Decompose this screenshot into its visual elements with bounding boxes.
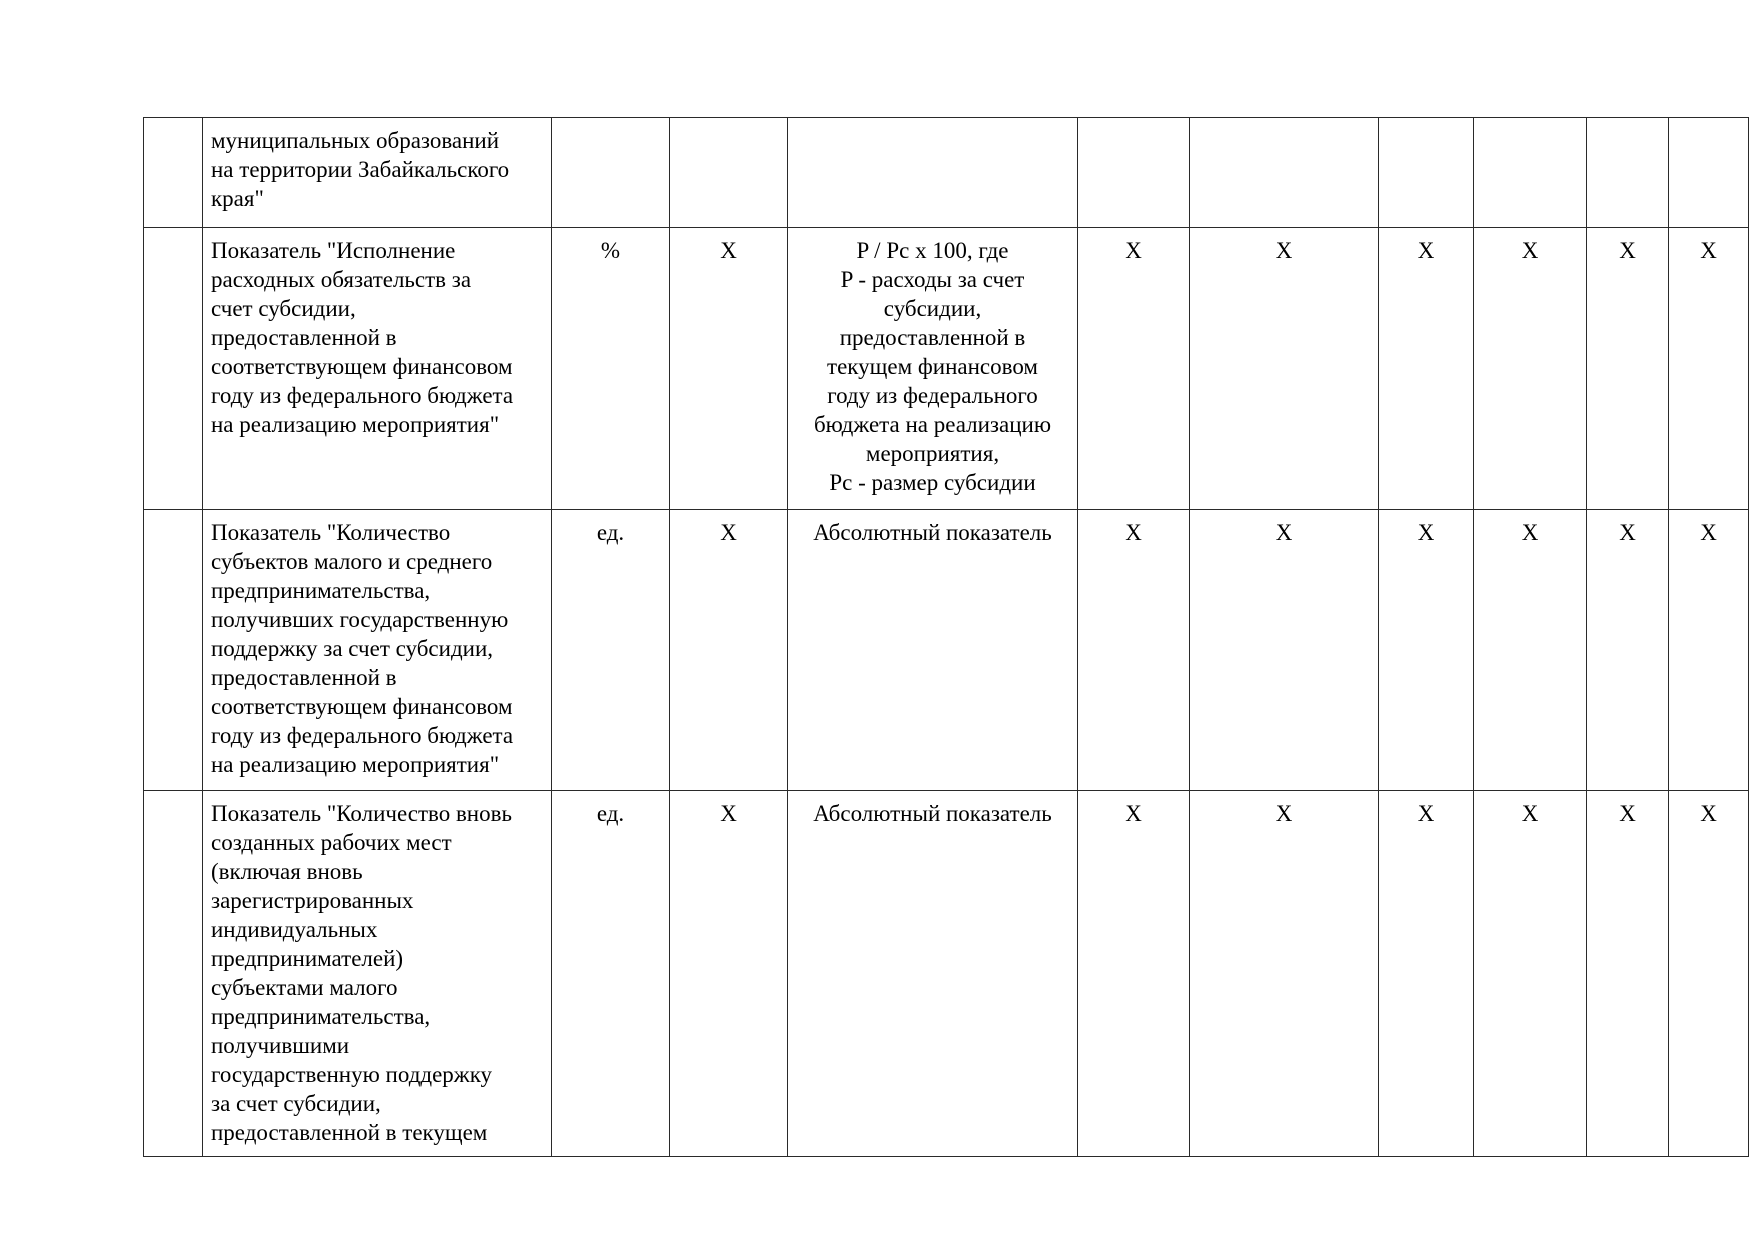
cell-number [144,510,203,791]
cell-indicator-name: муниципальных образований на территории Забайкальского края" [203,118,552,228]
cell-value [1379,118,1474,228]
cell-value: X [670,228,788,510]
cell-value: X [1669,791,1749,1157]
cell-value: X [670,791,788,1157]
cell-value [670,118,788,228]
cell-unit: % [552,228,670,510]
cell-value: X [1078,228,1190,510]
cell-value: X [1078,791,1190,1157]
cell-unit: ед. [552,791,670,1157]
table-row [144,228,1749,510]
cell-value: X [1379,228,1474,510]
cell-value [1587,118,1669,228]
cell-unit [552,118,670,228]
cell-number [144,791,203,1157]
cell-value [1078,118,1190,228]
cell-value [1190,118,1379,228]
cell-indicator-name: Показатель "Исполнение расходных обязательств за счет субсидии, предоставленной в соответствующем финансовом году из федерального бюджета на реализацию мероприятия" [203,228,552,510]
cell-value: X [1474,791,1587,1157]
cell-formula: P / Pc x 100, где P - расходы за счет субсидии, предоставленной в текущем финансовом году из федерального бюджета на реализацию мероприятия, Pc - размер субсидии [788,228,1078,510]
cell-value: X [1587,510,1669,791]
cell-value: X [1190,791,1379,1157]
cell-value: X [1474,228,1587,510]
indicators-table [143,117,1749,1157]
cell-indicator-name: Показатель "Количество субъектов малого и среднего предпринимательства, получивших государственную поддержку за счет субсидии, предоставленной в соответствующем финансовом году из федерального бюджета на реализацию мероприятия" [203,510,552,791]
table-row [144,118,1749,228]
cell-value: X [670,510,788,791]
cell-value: X [1379,510,1474,791]
cell-number [144,118,203,228]
cell-value: X [1669,510,1749,791]
cell-value [1669,118,1749,228]
table-row [144,791,1749,1157]
cell-value: X [1190,228,1379,510]
cell-unit: ед. [552,510,670,791]
cell-value: X [1078,510,1190,791]
cell-indicator-name: Показатель "Количество вновь созданных рабочих мест (включая вновь зарегистрированных индивидуальных предпринимателей) субъектами малого предпринимательства, получившими государственную поддержку за счет субсидии, предоставленной в текущем [203,791,552,1157]
cell-value: X [1669,228,1749,510]
cell-value: X [1587,228,1669,510]
cell-value [1474,118,1587,228]
cell-formula: Абсолютный показатель [788,791,1078,1157]
table-row [144,510,1749,791]
cell-number [144,228,203,510]
cell-formula [788,118,1078,228]
cell-value: X [1190,510,1379,791]
cell-value: X [1474,510,1587,791]
cell-value: X [1587,791,1669,1157]
cell-value: X [1379,791,1474,1157]
cell-formula: Абсолютный показатель [788,510,1078,791]
